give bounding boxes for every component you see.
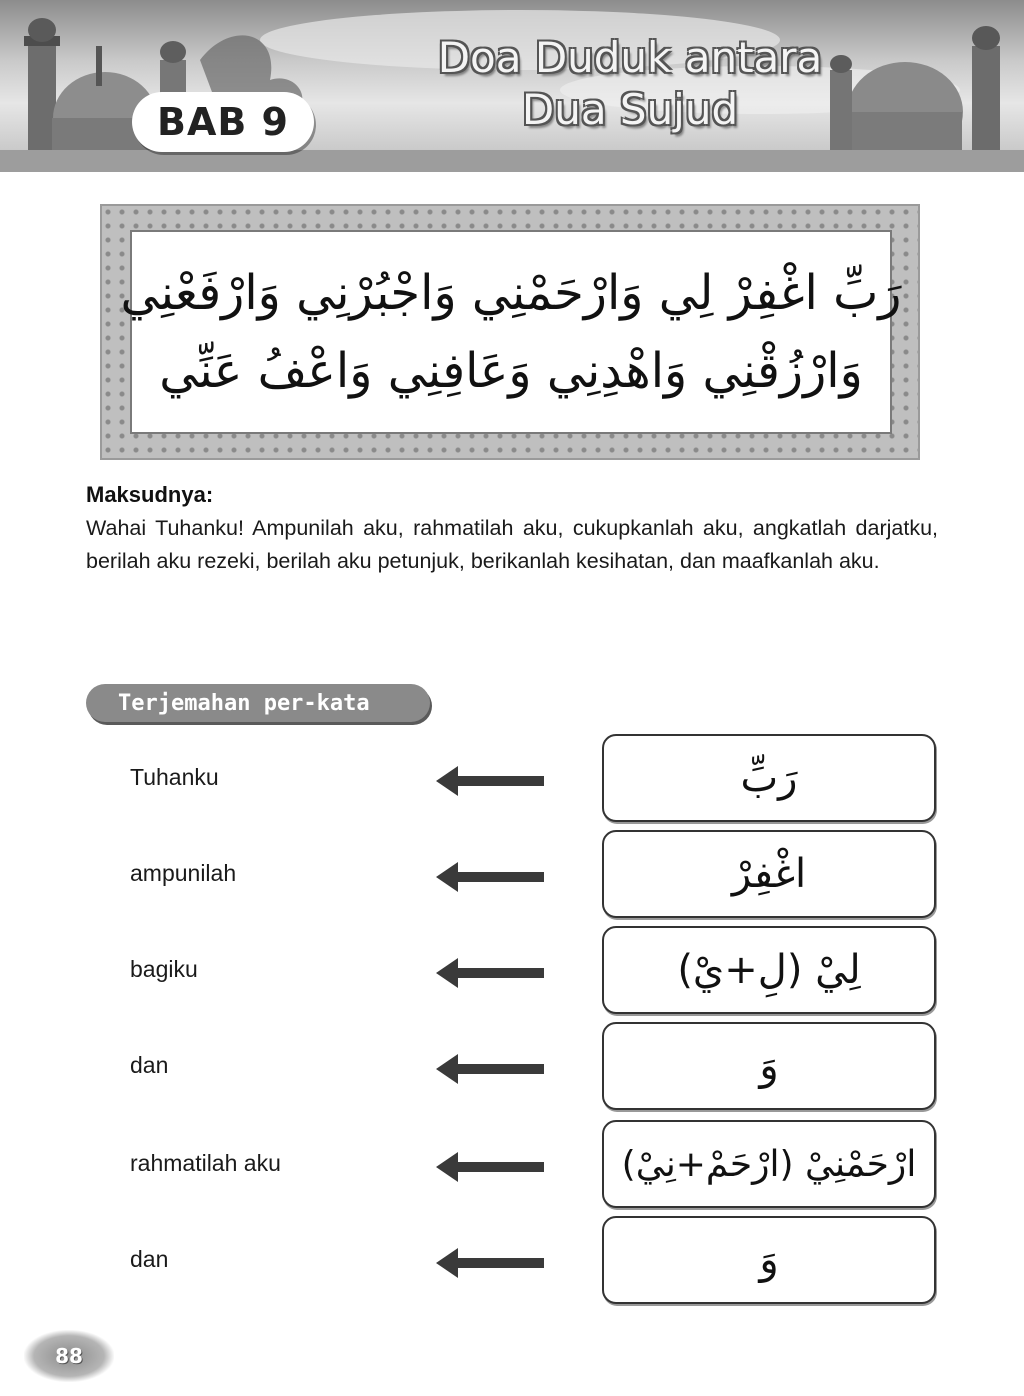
chapter-badge: BAB 9 — [132, 92, 314, 152]
word-row — [0, 1022, 1024, 1112]
arrow-left-icon — [436, 1246, 546, 1280]
title-line-1: Doa Duduk antara — [437, 33, 823, 82]
word-arabic: اغْفِرْ — [602, 830, 936, 918]
dua-line-2: وَارْزُقْنِي وَاهْدِنِي وَعَافِنِي وَاعْفُ عَنِّي — [159, 343, 863, 399]
arrow-left-icon — [436, 956, 546, 990]
arrow-left-icon — [436, 1150, 546, 1184]
word-row — [0, 830, 1024, 920]
word-meaning: rahmatilah aku — [130, 1150, 281, 1176]
word-arabic: ارْحَمْنِيْ (ارْحَمْ+نِيْ) — [602, 1120, 936, 1208]
dua-line-1: رَبِّ اغْفِرْ لِي وَارْحَمْنِي وَاجْبُرْنِي وَارْفَعْنِي — [120, 265, 902, 321]
word-meaning: ampunilah — [130, 860, 237, 886]
page-number: 88 — [24, 1330, 114, 1382]
word-row — [0, 1120, 1024, 1210]
section-title: Terjemahan per-kata — [86, 684, 430, 722]
title-line-2: Dua Sujud — [521, 85, 739, 134]
word-arabic: وَ — [602, 1216, 936, 1304]
meaning-text: Wahai Tuhanku! Ampunilah aku, rahmatilah aku, cukupkanlah aku, angkatlah darjatku, berilah aku rezeki, berilah aku petunjuk, berikanlah kesihatan, dan maafkanlah aku. — [86, 516, 938, 573]
word-arabic: وَ — [602, 1022, 936, 1110]
word-arabic: لِيْ (لِ+يْ) — [602, 926, 936, 1014]
arrow-left-icon — [436, 764, 546, 798]
dua-text-box — [120, 230, 902, 434]
arrow-left-icon — [436, 860, 546, 894]
word-row — [0, 926, 1024, 1016]
page-title — [380, 32, 880, 136]
word-meaning: dan — [130, 1052, 169, 1078]
word-meaning: Tuhanku — [130, 764, 219, 790]
word-meaning: bagiku — [130, 956, 198, 982]
word-row — [0, 1216, 1024, 1306]
arrow-left-icon — [436, 1052, 546, 1086]
meaning-label: Maksudnya: — [86, 482, 214, 507]
word-meaning: dan — [130, 1246, 169, 1272]
chapter-header — [0, 0, 1024, 172]
word-arabic: رَبِّ — [602, 734, 936, 822]
word-row — [0, 734, 1024, 824]
